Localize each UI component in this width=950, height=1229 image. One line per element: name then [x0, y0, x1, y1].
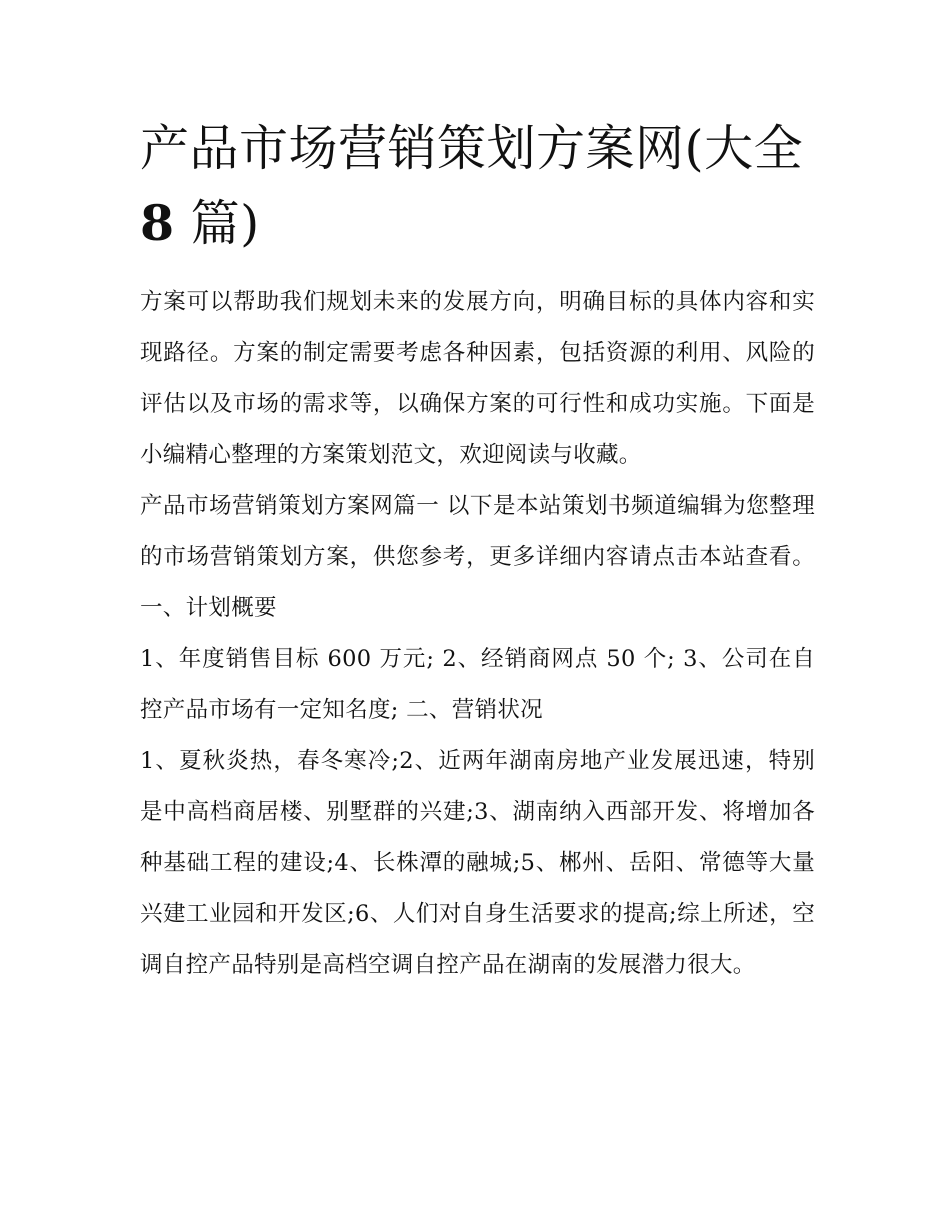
section-one-paragraph: 产品市场营销策划方案网篇一 以下是本站策划书频道编辑为您整理的市场营销策划方案，供您参考，更多详细内容请点击本站查看。 一、计划概要	[140, 493, 815, 621]
title-suffix: 篇)	[174, 195, 260, 252]
plan-summary-paragraph: 1、年度销售目标 600 万元; 2、经销商网点 50 个; 3、公司在自控产品市场有一定知名度; 二、营销状况	[140, 646, 815, 723]
title-number: 8	[140, 194, 175, 252]
marketing-status-paragraph: 1、夏秋炎热，春冬寒冷;2、近两年湖南房地产业发展迅速，特别是中高档商居楼、别墅群的兴建;3、湖南纳入西部开发、将增加各种基础工程的建设;4、长株潭的融城;5、郴州、岳阳、常德等大量兴建工业园和开发区;6、人们对自身生活要求的提高;综上所述，空调自控产品特别是高档空调自控产品在湖南的发展潜力很大。	[140, 748, 815, 978]
document-page	[140, 112, 815, 991]
title-main: 产品市场营销策划方案网(大全	[140, 120, 804, 177]
intro-paragraph: 方案可以帮助我们规划未来的发展方向，明确目标的具体内容和实现路径。方案的制定需要考虑各种因素，包括资源的利用、风险的评估以及市场的需求等，以确保方案的可行性和成功实施。下面是小编精心整理的方案策划范文，欢迎阅读与收藏。	[140, 289, 815, 468]
document-title	[140, 112, 815, 261]
